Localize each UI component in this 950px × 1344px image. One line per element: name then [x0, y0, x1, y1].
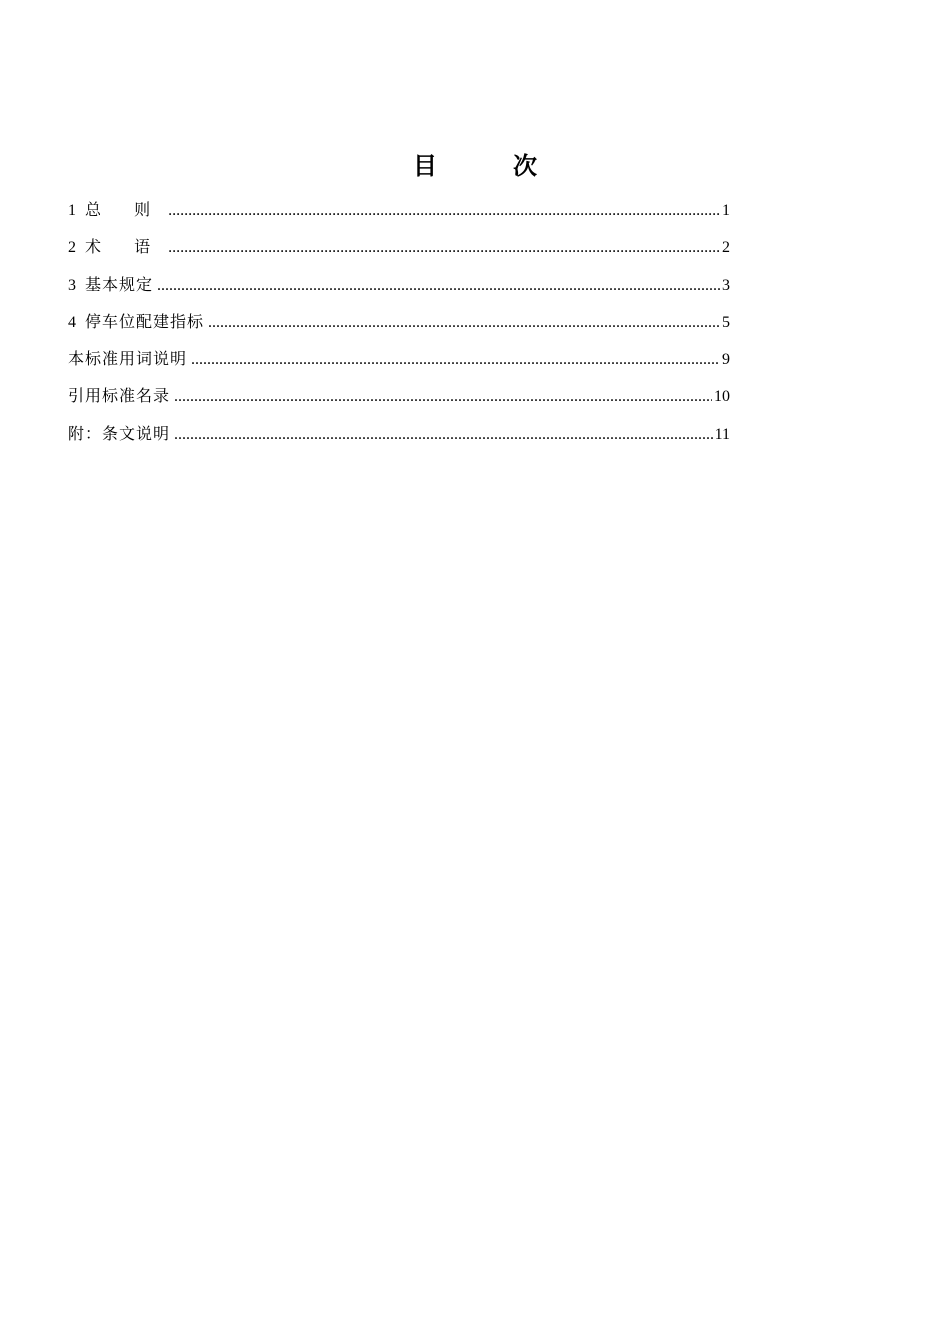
toc-entry-text: 本标准用词说明	[68, 349, 188, 369]
toc-entry[interactable]	[68, 417, 730, 454]
toc-entry-text: 基本规定	[85, 274, 154, 294]
toc-dot-leader	[191, 343, 720, 377]
toc-entry-number: 4	[68, 313, 76, 331]
toc-entry-number: 1	[68, 202, 76, 219]
toc-dot-leader	[168, 194, 720, 228]
toc-entry-page: 5	[722, 313, 730, 331]
toc-dot-leader	[157, 269, 720, 303]
toc-entry[interactable]	[68, 379, 730, 416]
toc-entry-page: 1	[722, 202, 730, 219]
toc-entry[interactable]	[68, 193, 730, 230]
toc-dot-leader	[174, 380, 712, 414]
toc-entry-number: 3	[68, 276, 76, 294]
toc-entry[interactable]	[68, 305, 730, 342]
toc-entry[interactable]	[68, 342, 730, 379]
toc-entry-page: 10	[714, 388, 730, 406]
toc-dot-leader	[168, 231, 720, 265]
toc-dot-leader	[208, 306, 720, 340]
toc-entry-page: 11	[714, 425, 730, 443]
toc-entry-text: 附：条文说明	[68, 423, 171, 443]
toc-entry-text: 停车位配建指标	[85, 311, 205, 331]
toc-entry-text: 术 语	[85, 237, 165, 257]
toc-entry-number: 2	[68, 239, 76, 257]
toc-entry-page: 9	[722, 351, 730, 369]
toc-title: 目 次	[413, 151, 563, 180]
toc-entry-text: 引用标准名录	[68, 386, 171, 406]
toc-entry[interactable]	[68, 268, 730, 305]
toc-entry-page: 2	[722, 239, 730, 257]
toc-entry[interactable]	[68, 230, 730, 267]
toc-entry-page: 3	[722, 276, 730, 294]
toc-entry-text: 总 则	[85, 200, 165, 219]
toc-dot-leader	[174, 418, 713, 452]
table-of-contents	[68, 193, 730, 454]
